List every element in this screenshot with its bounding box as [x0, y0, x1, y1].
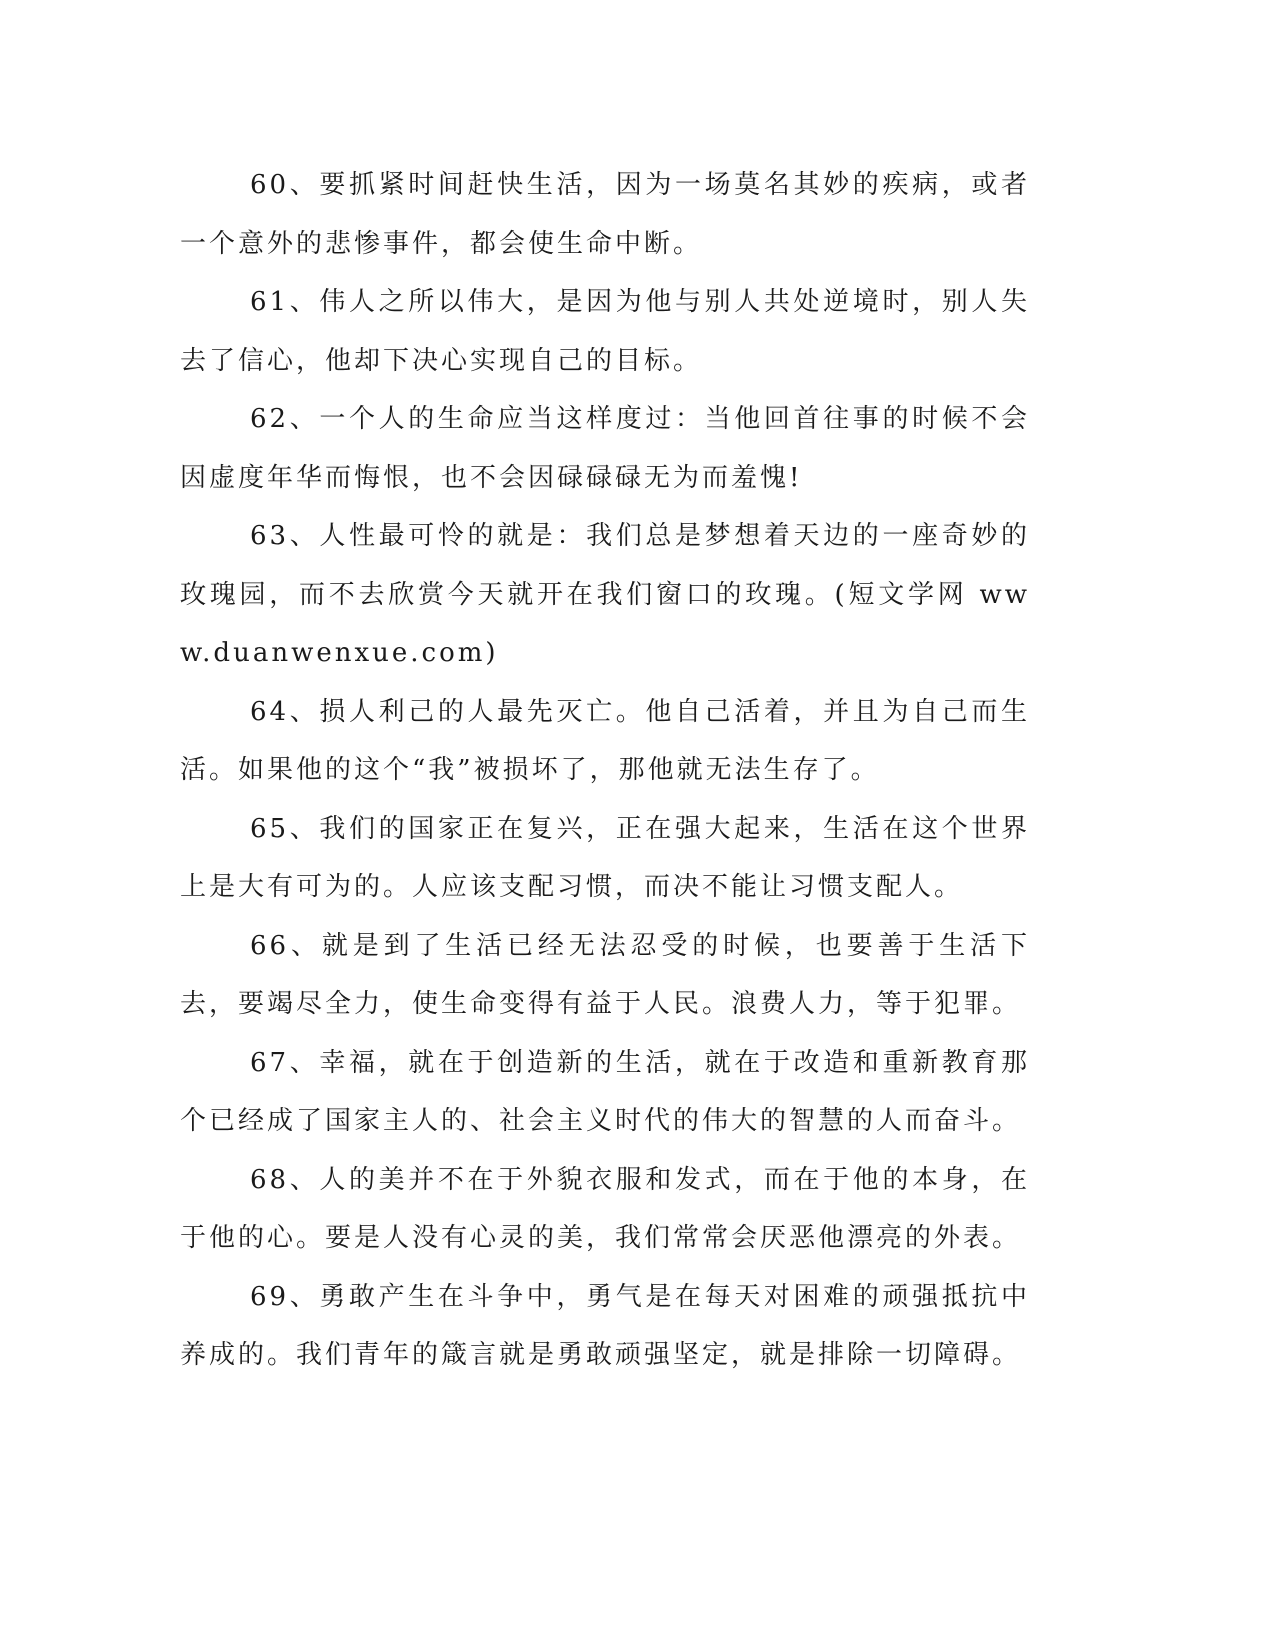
- paragraph-62: 62、一个人的生命应当这样度过：当他回首往事的时候不会因虚度年华而悔恨，也不会因碌碌碌无为而羞愧!: [180, 404, 1030, 493]
- paragraph-64: 64、损人利己的人最先灭亡。他自己活着，并且为自己而生活。如果他的这个“我”被损坏了，那他就无法生存了。: [180, 696, 1030, 785]
- paragraph-68: 68、人的美并不在于外貌衣服和发式，而在于他的本身，在于他的心。要是人没有心灵的美，我们常常会厌恶他漂亮的外表。: [180, 1164, 1030, 1253]
- paragraph-67: 67、幸福，就在于创造新的生活，就在于改造和重新教育那个已经成了国家主人的、社会主义时代的伟大的智慧的人而奋斗。: [180, 1047, 1030, 1136]
- paragraph-63: 63、人性最可怜的就是：我们总是梦想着天边的一座奇妙的玫瑰园，而不去欣赏今天就开在我们窗口的玫瑰。(短文学网 www.duanwenxue.com): [180, 521, 1030, 668]
- paragraph-66: 66、就是到了生活已经无法忍受的时候，也要善于生活下去，要竭尽全力，使生命变得有益于人民。浪费人力，等于犯罪。: [180, 930, 1030, 1019]
- paragraph-60: 60、要抓紧时间赶快生活，因为一场莫名其妙的疾病，或者一个意外的悲惨事件，都会使生命中断。: [180, 170, 1030, 259]
- paragraph-61: 61、伟人之所以伟大，是因为他与别人共处逆境时，别人失去了信心，他却下决心实现自己的目标。: [180, 287, 1030, 376]
- document-body: [180, 156, 1030, 1385]
- paragraph-69: 69、勇敢产生在斗争中，勇气是在每天对困难的顽强抵抗中养成的。我们青年的箴言就是勇敢顽强坚定，就是排除一切障碍。: [180, 1281, 1030, 1370]
- paragraph-65: 65、我们的国家正在复兴，正在强大起来，生活在这个世界上是大有可为的。人应该支配习惯，而决不能让习惯支配人。: [180, 813, 1030, 902]
